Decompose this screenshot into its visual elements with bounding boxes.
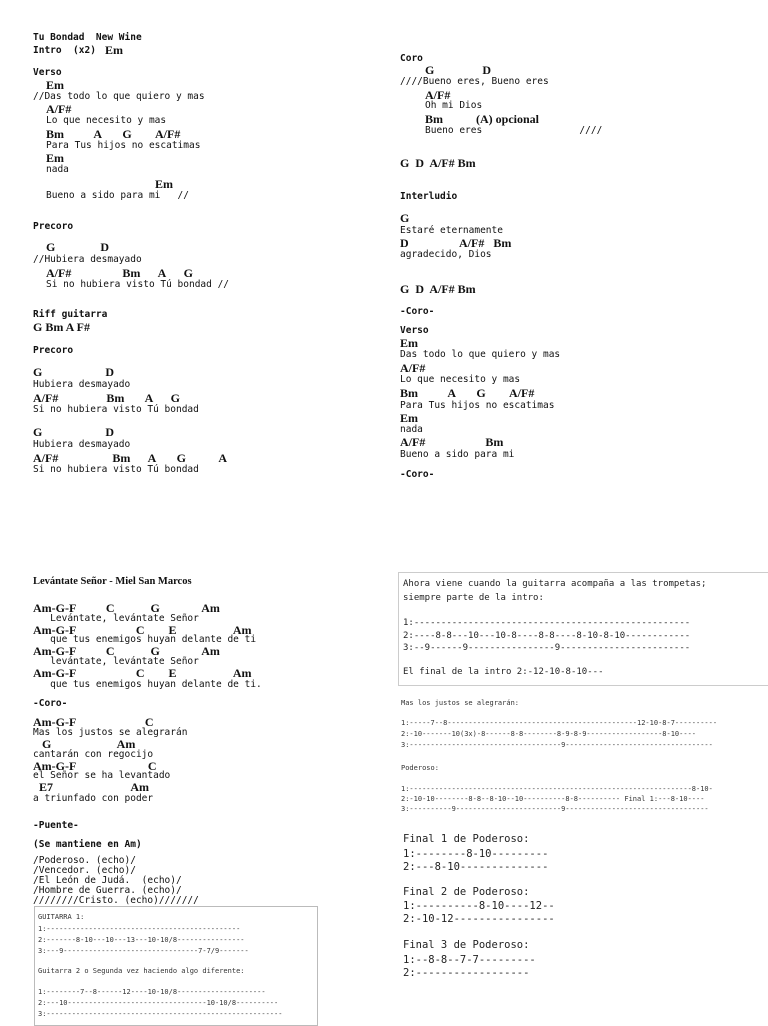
lyric-line: Estaré eternamente bbox=[400, 225, 503, 236]
lyric-line: Si no hubiera visto Tú bondad bbox=[33, 404, 199, 415]
lyric-line: Levántate, levántate Señor bbox=[33, 613, 199, 624]
tab-line: Final 3 de Poderoso: bbox=[403, 939, 530, 951]
tab-line: 1:----------8-10----12-- bbox=[403, 900, 555, 912]
tab-line: El final de la intro 2:-12-10-8-10--- bbox=[403, 667, 604, 677]
tab-line: 2:-10-10--------8-8--8-10--10----------8-8---------- Final 1:---8-10---- bbox=[401, 795, 705, 803]
tab-line: Final 1 de Poderoso: bbox=[403, 833, 530, 845]
tab-line: 1:-------------------------------------------------------------------8-10- bbox=[401, 785, 713, 793]
lyric-line: levántate, levántate Señor bbox=[33, 656, 199, 667]
lyric-line: agradecido, Dios bbox=[400, 249, 492, 260]
lyric-line: Bueno a sido para mi bbox=[400, 449, 515, 460]
chord-line: A/F# bbox=[46, 102, 72, 116]
chord-line: Am-G-F C E Am bbox=[33, 623, 252, 637]
section-heading: Verso bbox=[33, 67, 62, 78]
lyric-line: Para Tus hijos no escatimas bbox=[400, 400, 555, 411]
lyric-line: Lo que necesito y mas bbox=[400, 374, 521, 385]
tab-line: 3:-------------------------------------------------------- bbox=[38, 1010, 283, 1018]
chord-line: G Am bbox=[33, 737, 136, 751]
guitar-tab-box bbox=[34, 906, 318, 1026]
song-title: Levántate Señor - Miel San Marcos bbox=[33, 576, 192, 587]
lyric-line: nada bbox=[46, 164, 69, 175]
section-heading: (Se mantiene en Am) bbox=[33, 839, 142, 850]
chord-line: D A/F# Bm bbox=[400, 236, 512, 250]
chord-line: Am-G-F C bbox=[33, 759, 157, 773]
lyric-line: nada bbox=[400, 424, 423, 435]
chord-line: G D bbox=[33, 425, 114, 439]
chord-line: A/F# Bm bbox=[400, 435, 504, 449]
lyric-line: Hubiera desmayado bbox=[33, 439, 131, 450]
chord-line: G D bbox=[33, 365, 114, 379]
tab-line: GUITARRA 1: bbox=[38, 913, 85, 921]
tab-line: Final 2 de Poderoso: bbox=[403, 886, 530, 898]
chord-line: Em bbox=[46, 151, 64, 165]
tab-line: 1:--------------------------------------------------- bbox=[403, 618, 691, 628]
chord-line: A/F# Bm A G A bbox=[33, 451, 228, 465]
section-heading: Tu Bondad New Wine bbox=[33, 32, 142, 43]
chord-line: A/F# bbox=[425, 88, 451, 102]
section-heading: Precoro bbox=[33, 345, 74, 356]
tab-line: 1:--------8-10--------- bbox=[403, 848, 549, 860]
lyric-line: que tus enemigos huyan delante de ti bbox=[33, 634, 257, 645]
section-heading: Precoro bbox=[33, 221, 74, 232]
section-heading: Intro (x2) bbox=[33, 45, 102, 56]
tab-line: 2:------------------ bbox=[403, 967, 530, 979]
section-heading: Coro bbox=[400, 53, 423, 64]
chord-line: Bm A G A/F# bbox=[46, 127, 181, 141]
chord-line: Bm (A) opcional bbox=[425, 112, 539, 126]
lyric-line: /Vencedor. (echo)/ bbox=[33, 865, 136, 876]
section-heading: -Coro- bbox=[400, 469, 435, 480]
chord-line: G bbox=[400, 211, 410, 225]
lyric-line: ////Bueno eres, Bueno eres bbox=[400, 76, 549, 87]
tab-line: 2:-10-12---------------- bbox=[403, 913, 555, 925]
tab-line: 1:---------------------------------------------- bbox=[38, 925, 241, 933]
tab-line: Poderoso: bbox=[401, 764, 439, 772]
lyric-line: ////////Cristo. (echo)/////// bbox=[33, 895, 199, 906]
tab-line: Guitarra 2 o Segunda vez haciendo algo diferente: bbox=[38, 967, 245, 975]
lyric-line: Mas los justos se alegrarán bbox=[33, 727, 188, 738]
section-heading: -Coro- bbox=[33, 698, 68, 709]
lyric-line: Oh mi Dios bbox=[425, 100, 483, 111]
chord-line: Em bbox=[400, 336, 418, 350]
chord-line: Am-G-F C G Am bbox=[33, 644, 220, 658]
chord-line: Bm A G A/F# bbox=[400, 386, 535, 400]
chord-line: Em bbox=[46, 78, 64, 92]
chord-line: Am-G-F C bbox=[33, 715, 154, 729]
lyric-line: Si no hubiera visto Tú bondad bbox=[33, 464, 199, 475]
chord-line: G D bbox=[46, 240, 109, 254]
section-heading: Interludio bbox=[400, 191, 458, 202]
lyric-line: Das todo lo que quiero y mas bbox=[400, 349, 561, 360]
lyric-line: Hubiera desmayado bbox=[33, 379, 131, 390]
lyric-line: a triunfado con poder bbox=[33, 793, 154, 804]
chord-line: A/F# bbox=[400, 361, 426, 375]
lyric-line: //Hubiera desmayado bbox=[33, 254, 142, 265]
tab-line: Ahora viene cuando la guitarra acompaña a las trompetas; bbox=[403, 579, 707, 589]
section-heading: -Coro- bbox=[400, 306, 435, 317]
chord-line: E7 Am bbox=[33, 780, 150, 794]
chord-line: G D A/F# Bm bbox=[400, 156, 476, 170]
chord-line: Em bbox=[155, 177, 173, 191]
tab-line: Mas los justos se alegrarán: bbox=[401, 699, 520, 707]
chord-line: Am-G-F C G Am bbox=[33, 601, 220, 615]
lyric-line: /Hombre de Guerra. (echo)/ bbox=[33, 885, 182, 896]
lyric-line: que tus enemigos huyan delante de ti. bbox=[33, 679, 262, 690]
lyric-line: cantarán con regocijo bbox=[33, 749, 154, 760]
tab-line: siempre parte de la intro: bbox=[403, 593, 544, 603]
tab-line: 2:-10-------10(3x)-8------8-8--------8-9-8-9------------------8-10---- bbox=[401, 730, 697, 738]
tab-line: 1:-----7--8---------------------------------------------12-10-8-7---------- bbox=[401, 719, 718, 727]
section-heading: Verso bbox=[400, 325, 429, 336]
chord-line: Em bbox=[105, 43, 123, 57]
tab-line: 3:---9--------------------------------7-7/9------- bbox=[38, 947, 249, 955]
tab-line: 2:----8-8---10---10-8----8-8----8-10-8-10------------ bbox=[403, 631, 691, 641]
tab-line: 3:--9------9----------------9------------------------ bbox=[403, 643, 691, 653]
chord-line: Am-G-F C E Am bbox=[33, 666, 252, 680]
chord-line: G D bbox=[425, 63, 491, 77]
tab-line: 2:---8-10-------------- bbox=[403, 861, 549, 873]
lyric-line: Bueno eres //// bbox=[425, 125, 603, 136]
chord-line: A/F# Bm A G bbox=[46, 266, 194, 280]
section-heading: -Puente- bbox=[33, 820, 79, 831]
lyric-line: /Poderoso. (echo)/ bbox=[33, 855, 136, 866]
chord-line: G D A/F# Bm bbox=[400, 282, 476, 296]
lyric-line: Para Tus hijos no escatimas bbox=[46, 140, 201, 151]
tab-line: 3:----------9-------------------------9---------------------------------- bbox=[401, 805, 709, 813]
tab-line: 3:------------------------------------9----------------------------------- bbox=[401, 741, 713, 749]
chord-line: Em bbox=[400, 411, 418, 425]
tab-line: 1:--------7--8------12----10-10/8--------------------- bbox=[38, 988, 266, 996]
lyric-line: Lo que necesito y mas bbox=[46, 115, 167, 126]
chord-line: G Bm A F# bbox=[33, 320, 91, 334]
lyric-line: //Das todo lo que quiero y mas bbox=[33, 91, 205, 102]
tab-line: 1:--8-8--7-7--------- bbox=[403, 954, 536, 966]
lyric-line: Bueno a sido para mi // bbox=[46, 190, 189, 201]
lyric-line: el Señor se ha levantado bbox=[33, 770, 171, 781]
tab-line: 2:---10---------------------------------10-10/8---------- bbox=[38, 999, 279, 1007]
chord-line: A/F# Bm A G bbox=[33, 391, 181, 405]
lyric-line: Si no hubiera visto Tú bondad // bbox=[46, 279, 230, 290]
lyric-line: /El León de Judá. (echo)/ bbox=[33, 875, 182, 886]
section-heading: Riff guitarra bbox=[33, 309, 108, 320]
tab-line: 2:-------8-10---10---13---10-10/8---------------- bbox=[38, 936, 245, 944]
